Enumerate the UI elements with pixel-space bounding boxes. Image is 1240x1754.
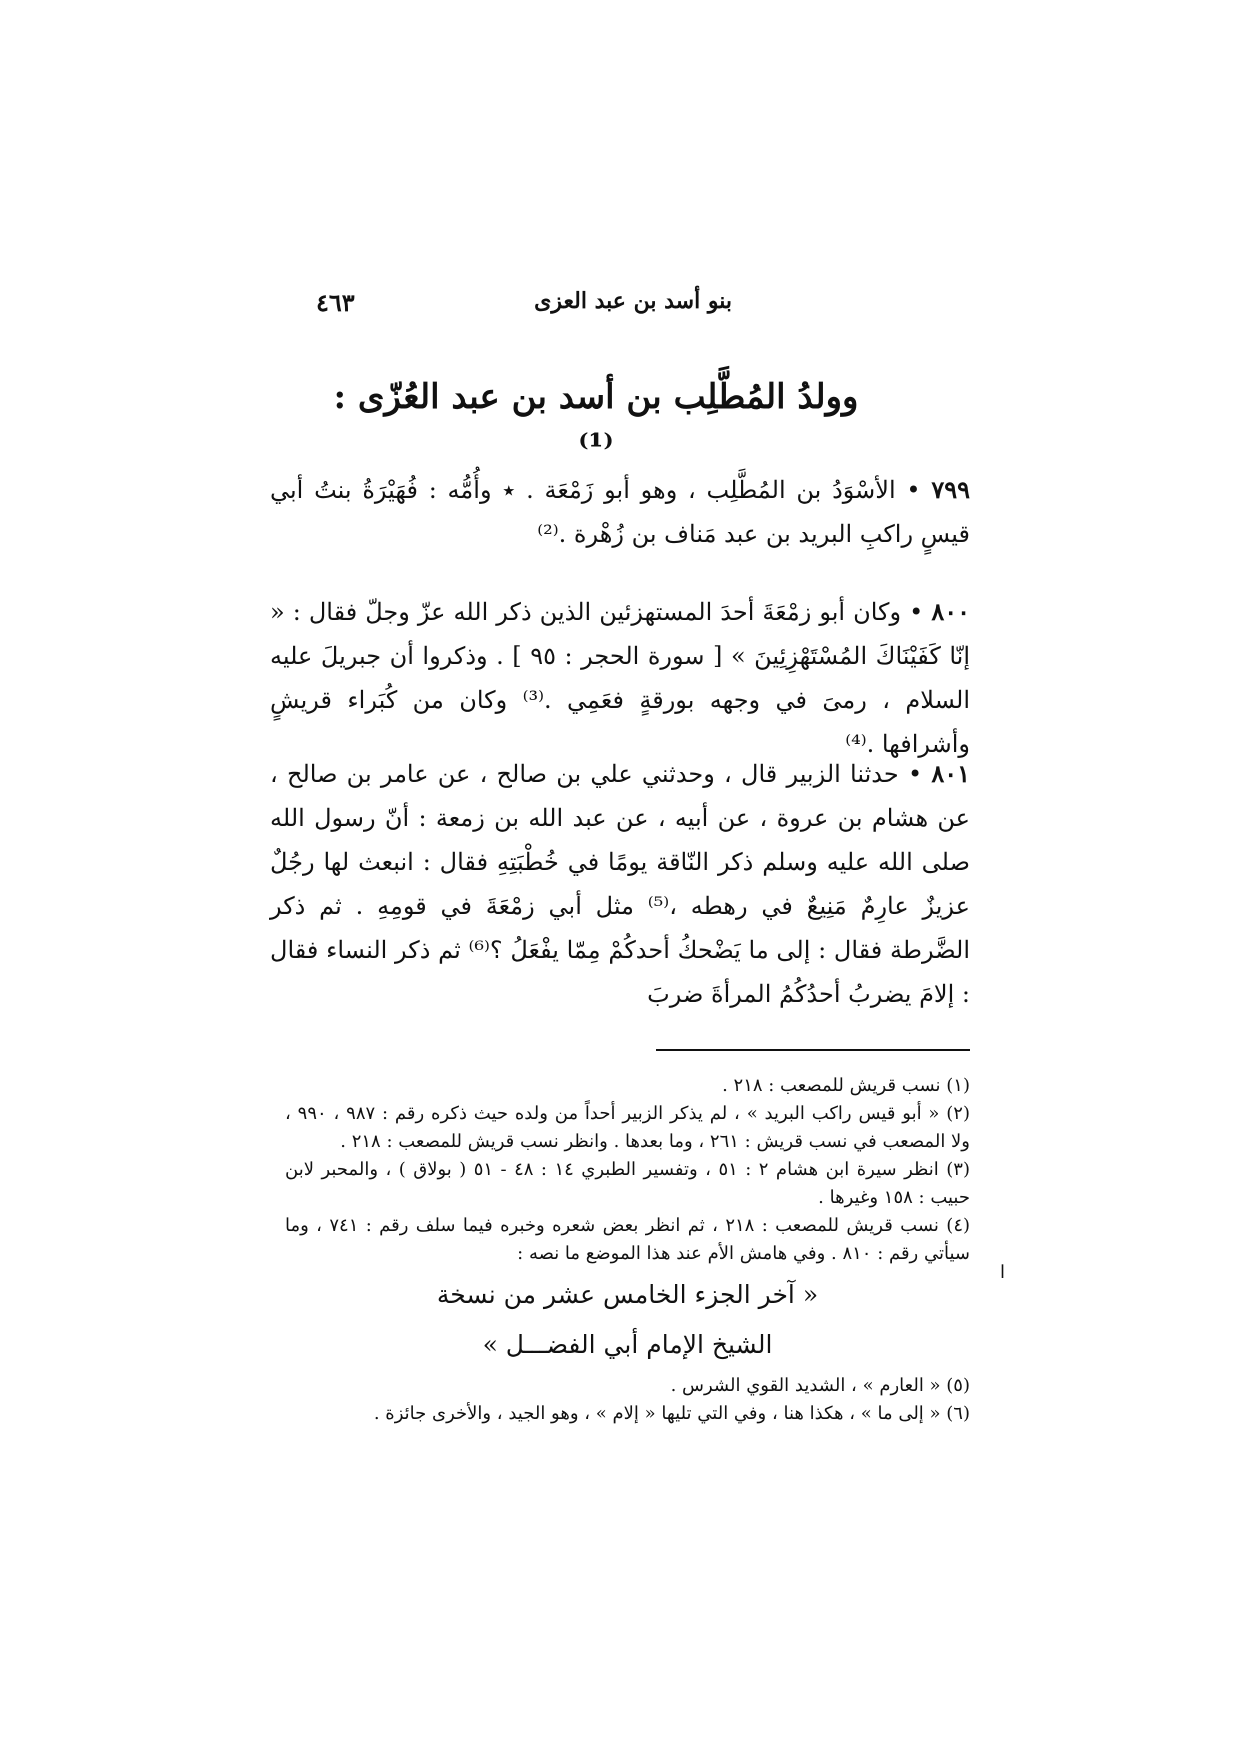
page-number: ٤٦٣ [316, 288, 355, 317]
footnote-6: (٦) « إلى ما » ، هكذا هنا ، وفي التي تليها « إلام » ، وهو الجيد ، والأخرى جائزة . [373, 1403, 970, 1424]
paragraph-799 [270, 468, 970, 556]
paragraph-number: ٨٠١ [931, 759, 970, 788]
bullet-mark: • [907, 760, 923, 788]
paragraph-text: الأسْوَدُ بن المُطَّلِب ، وهو أبو زَمْعَة . ٭ وأُمُّه : فُهَيْرَةُ بنتُ أبي قيسٍ راكبِ البريد بن عبد مَناف بن زُهْرة .⁽²⁾ [270, 476, 970, 548]
footnote-5: (٥) « العارم » ، الشديد القوي الشرس . [670, 1375, 970, 1396]
paragraph-text: وكان أبو زمْعَةَ أحدَ المستهزئين الذين ذكر الله عزّ وجلّ فقال : « إنّا كَفَيْنَاكَ المُسْتَهْزِئِينَ » [ سورة الحجر : ٩٥ ] . وذكروا أن جبريلَ عليه السلام ، رمىَ في وجهه بورقةٍ فعَمِي .⁽³⁾ وكان من كُبَراء قريشٍ وأشرافها .⁽⁴⁾ [270, 598, 971, 758]
footnote-4: (٤) نسب قريش للمصعب : ٢١٨ ، ثم انظر بعض شعره وخبره فيما سلف رقم : ٧٤١ ، وما سيأتي رقم : ٨١٠ . وفي هامش الأم عند هذا الموضع ما نصه : [285, 1215, 971, 1264]
bullet-mark: • [909, 598, 924, 626]
paragraph-801 [270, 752, 970, 1016]
paragraph-number: ٧٩٩ [931, 475, 970, 504]
paragraph-text: حدثنا الزبير قال ، وحدثني علي بن صالح ، عن عامر بن صالح ، عن هشام بن عروة ، عن أبيه ، عن عبد الله بن زمعة : أنّ رسول الله صلى الله عليه وسلم ذكر النّاقة يومًا في خُطْبَتِهِ فقال : انبعث لها رجُلٌ عزيزٌ عارِمٌ مَنِيعٌ في رهطه ،⁽⁵⁾ مثل أبي زمْعَةَ في قومِهِ . ثم ذكر الضَّرطة فقال : إلى ما يَضْحكُ أحدكُمْ مِمّا يفْعَلُ ؟⁽⁶⁾ ثم ذكر النساء فقال : إلامَ يضربُ أحدُكُمُ المرأةَ ضربَ [270, 760, 970, 1008]
margin-mark: ا [1000, 1262, 1006, 1283]
footnote-quote-line-2: الشيخ الإمام أبي الفضـــل » [482, 1330, 773, 1359]
running-title: بنو أسد بن عبد العزى [534, 288, 732, 314]
section-title: وولدُ المُطَّلِب بن أسد بن عبد العُزّى :⁽¹⁾ [333, 377, 859, 467]
bullet-mark: • [906, 476, 921, 504]
footnote-divider [656, 1049, 970, 1051]
footnote-1: (١) نسب قريش للمصعب : ٢١٨ . [722, 1075, 970, 1096]
footnote-2: (٢) « أبو قيس راكب البريد » ، لم يذكر الزبير أحداً من ولده حيث ذكره رقم : ٩٨٧ ، ٩٩٠ ، ولا المصعب في نسب قريش : ٢٦١ ، وما بعدها . وانظر نسب قريش للمصعب : ٢١٨ . [285, 1103, 970, 1152]
footnote-3: (٣) انظر سيرة ابن هشام ٢ : ٥١ ، وتفسير الطبري ١٤ : ٤٨ - ٥١ ( بولاق ) ، والمحبر لابن حبيب : ١٥٨ وغيرها . [285, 1159, 970, 1208]
running-header [316, 288, 732, 324]
paragraph-800 [270, 590, 970, 766]
footnote-quote-line-1: « آخر الجزء الخامس عشر من نسخة [436, 1280, 819, 1309]
footnotes [285, 1072, 970, 1428]
paragraph-number: ٨٠٠ [931, 597, 970, 626]
